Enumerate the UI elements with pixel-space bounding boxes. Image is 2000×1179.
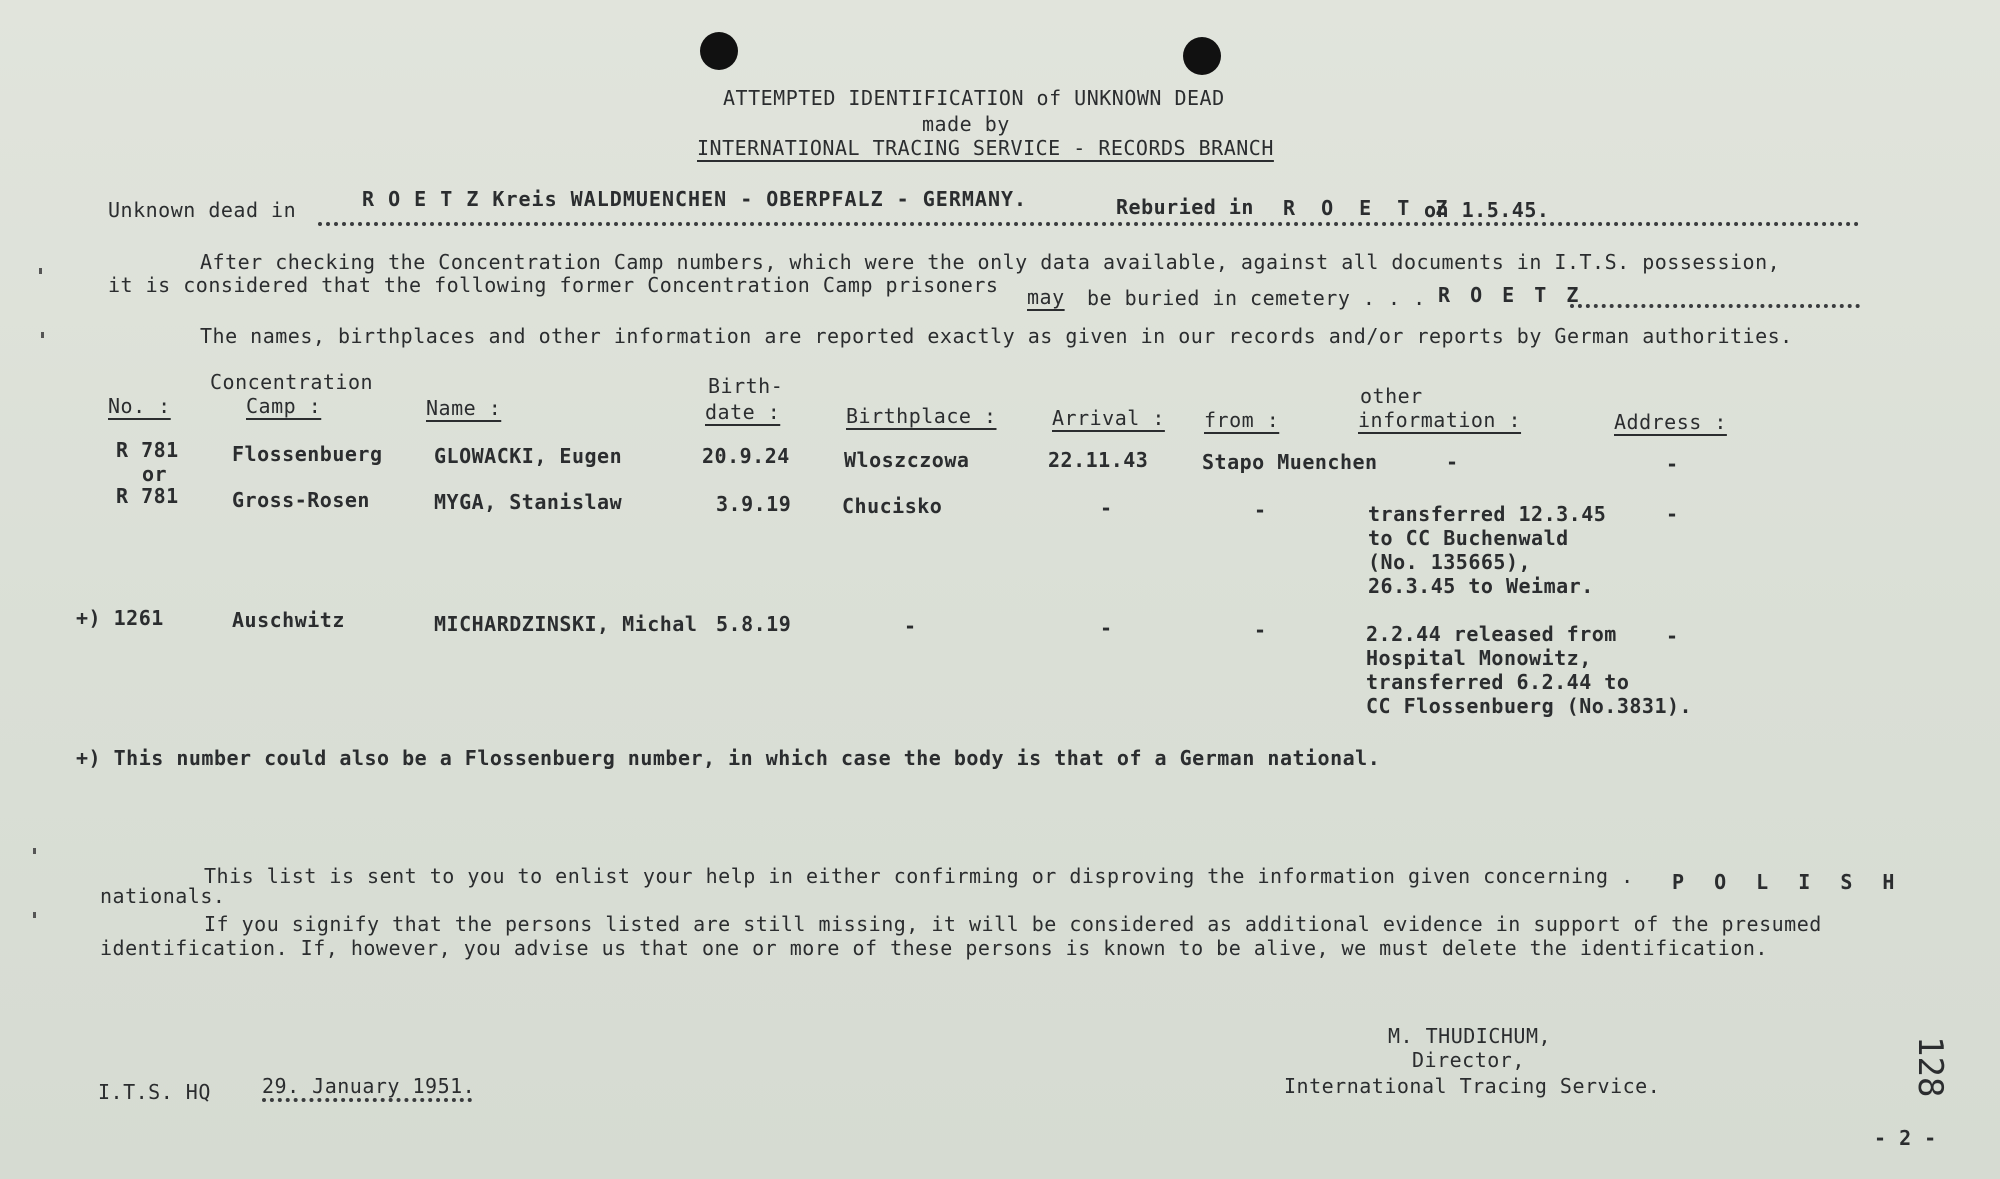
archive-number: 128 bbox=[1910, 1036, 1950, 1098]
intro-may: may bbox=[1027, 285, 1065, 309]
reburied-label: Reburied in bbox=[1116, 195, 1254, 219]
row1-birthplace: Wloszczowa bbox=[844, 448, 970, 472]
row2-arrival: - bbox=[1100, 496, 1113, 520]
row2-other-1: transferred 12.3.45 bbox=[1368, 502, 1607, 526]
title-line-3: INTERNATIONAL TRACING SERVICE - RECORDS BRANCH bbox=[697, 136, 1274, 160]
footer-date: 29. January 1951. bbox=[262, 1074, 476, 1098]
row3-address: - bbox=[1666, 624, 1679, 648]
margin-mark bbox=[39, 268, 42, 274]
punch-hole-right bbox=[1183, 37, 1221, 75]
header-from: from : bbox=[1204, 408, 1280, 432]
dotted-leader bbox=[1570, 304, 1860, 308]
row1-other: - bbox=[1446, 450, 1459, 474]
punch-hole-left bbox=[700, 32, 738, 70]
row3-birthdate: 5.8.19 bbox=[716, 612, 792, 636]
signature-org: International Tracing Service. bbox=[1284, 1074, 1661, 1098]
header-birthplace: Birthplace : bbox=[846, 404, 997, 428]
row3-other-2: Hospital Monowitz, bbox=[1366, 646, 1592, 670]
signature-title: Director, bbox=[1412, 1048, 1525, 1072]
intro-line-2a: it is considered that the following former Concentration Camp prisoners bbox=[108, 273, 999, 297]
row1-arrival: 22.11.43 bbox=[1048, 448, 1149, 472]
row3-birthplace: - bbox=[904, 614, 917, 638]
closing-p2-line2: identification. If, however, you advise us that one or more of these persons is known to be alive, we must delete the identification. bbox=[100, 936, 1768, 960]
intro-cemetery: R O E T Z bbox=[1438, 283, 1583, 307]
row1-no: R 781 bbox=[116, 438, 179, 462]
row1-or: or bbox=[142, 462, 168, 486]
location-place: R O E T Z Kreis WALDMUENCHEN - OBERPFALZ - GERMANY. bbox=[362, 187, 1028, 211]
title-line-2: made by bbox=[922, 112, 1010, 136]
title-line-1: ATTEMPTED IDENTIFICATION of UNKNOWN DEAD bbox=[723, 86, 1225, 110]
header-other: information : bbox=[1358, 408, 1522, 432]
row3-other-1: 2.2.44 released from bbox=[1366, 622, 1617, 646]
row1-from: Stapo Muenchen bbox=[1202, 450, 1378, 474]
row1-birthdate: 20.9.24 bbox=[702, 444, 790, 468]
row2-other-4: 26.3.45 to Weimar. bbox=[1368, 574, 1594, 598]
closing-p2-line1: If you signify that the persons listed are still missing, it will be considered as additional evidence in support of the presumed bbox=[204, 912, 1822, 936]
header-other-top: other bbox=[1360, 384, 1423, 408]
row3-name: MICHARDZINSKI, Michal bbox=[434, 612, 698, 636]
row2-camp: Gross-Rosen bbox=[232, 488, 370, 512]
row2-other-2: to CC Buchenwald bbox=[1368, 526, 1569, 550]
row3-other-4: CC Flossenbuerg (No.3831). bbox=[1366, 694, 1693, 718]
row3-no: +) 1261 bbox=[76, 606, 164, 630]
page-number: - 2 - bbox=[1874, 1126, 1937, 1150]
dotted-leader bbox=[318, 222, 1860, 226]
intro-line-3: The names, birthplaces and other information are reported exactly as given in our records and/or reports by German authorities. bbox=[200, 324, 1793, 348]
row1-address: - bbox=[1666, 452, 1679, 476]
row2-other-3: (No. 135665), bbox=[1368, 550, 1532, 574]
reburied-place: R O E T Z bbox=[1283, 196, 1455, 220]
header-camp-top: Concentration bbox=[210, 370, 374, 394]
margin-mark bbox=[33, 848, 36, 854]
row1-name: GLOWACKI, Eugen bbox=[434, 444, 623, 468]
footnote: +) This number could also be a Flossenbuerg number, in which case the body is that of a German national. bbox=[76, 746, 1381, 770]
header-camp: Camp : bbox=[246, 394, 322, 418]
signature-name: M. THUDICHUM, bbox=[1388, 1024, 1552, 1048]
location-prefix: Unknown dead in bbox=[108, 198, 297, 222]
header-address: Address : bbox=[1614, 410, 1727, 434]
header-name: Name : bbox=[426, 396, 502, 420]
row2-birthdate: 3.9.19 bbox=[716, 492, 792, 516]
row2-from: - bbox=[1254, 498, 1267, 522]
margin-mark bbox=[33, 912, 36, 918]
row3-from: - bbox=[1254, 618, 1267, 642]
row2-name: MYGA, Stanislaw bbox=[434, 490, 623, 514]
header-arrival: Arrival : bbox=[1052, 406, 1165, 430]
intro-line-2b: be buried in cemetery . . . bbox=[1087, 286, 1426, 310]
row1-camp: Flossenbuerg bbox=[232, 442, 383, 466]
closing-nationality: P O L I S H bbox=[1672, 870, 1904, 894]
closing-p1-line2: nationals. bbox=[100, 884, 226, 908]
header-birth: date : bbox=[705, 400, 781, 424]
dotted-leader bbox=[262, 1098, 472, 1102]
reburied-date: on 1.5.45. bbox=[1424, 198, 1550, 222]
row2-birthplace: Chucisko bbox=[842, 494, 943, 518]
intro-line-1: After checking the Concentration Camp numbers, which were the only data available, against all documents in I.T.S. possession, bbox=[200, 250, 1781, 274]
row2-address: - bbox=[1666, 502, 1679, 526]
header-birth-top: Birth- bbox=[708, 374, 784, 398]
row3-camp: Auschwitz bbox=[232, 608, 345, 632]
row2-no: R 781 bbox=[116, 484, 179, 508]
row3-other-3: transferred 6.2.44 to bbox=[1366, 670, 1630, 694]
footer-place: I.T.S. HQ bbox=[98, 1080, 211, 1104]
margin-mark bbox=[41, 332, 44, 338]
row3-arrival: - bbox=[1100, 616, 1113, 640]
header-no: No. : bbox=[108, 394, 171, 418]
closing-p1-line1: This list is sent to you to enlist your help in either confirming or disproving the information given concerning . bbox=[204, 864, 1634, 888]
